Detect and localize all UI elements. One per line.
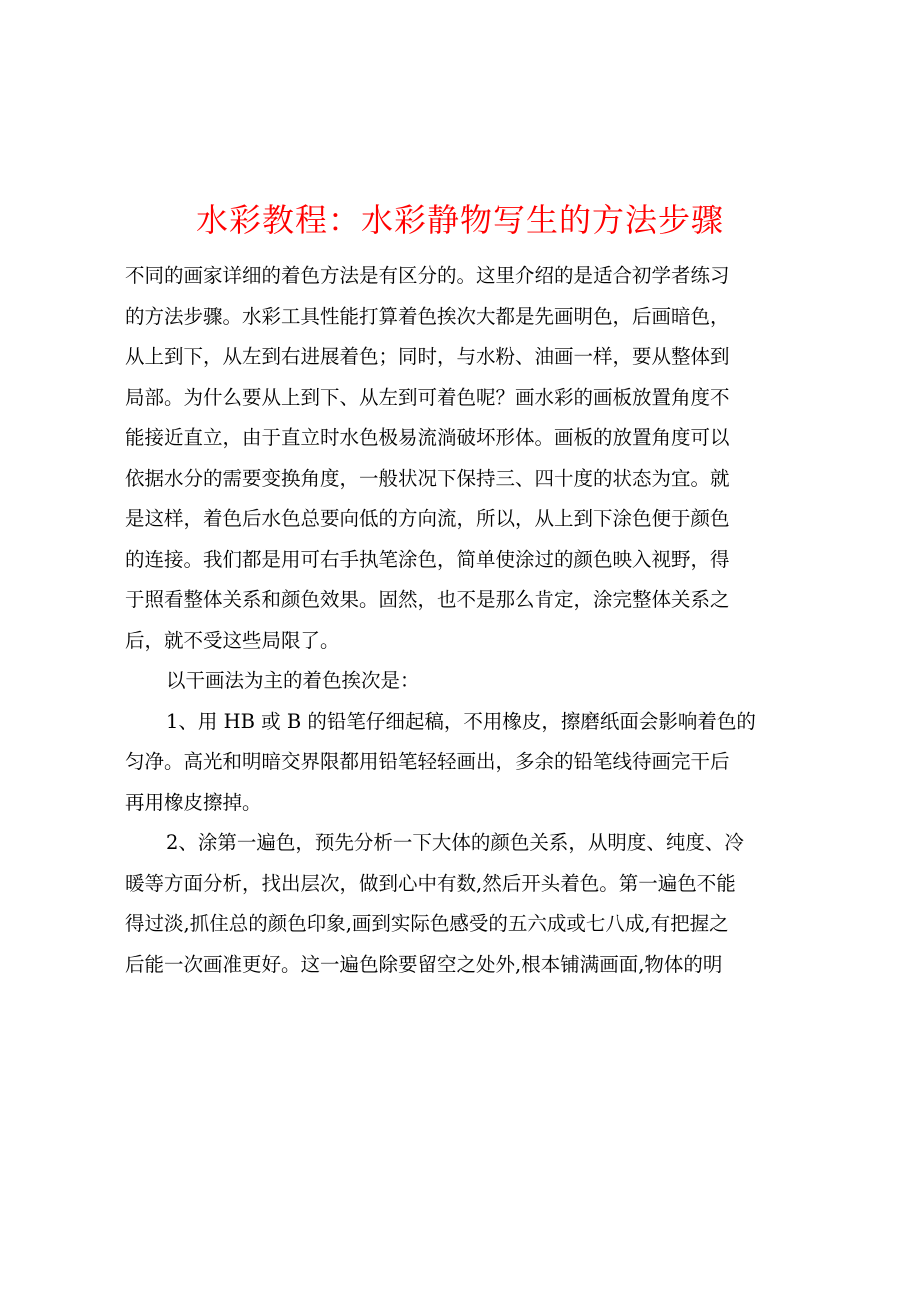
step-1-line: 1、用 HB 或 B 的铅笔仔细起稿，不用橡皮，擦磨纸面会影响着色的 (166, 709, 756, 733)
body-line: 再用橡皮擦掉。 (125, 790, 262, 814)
document-title: 水彩教程：水彩静物写生的方法步骤 (195, 201, 724, 239)
document-body (125, 256, 805, 985)
body-line: 能接近直立，由于直立时水色极易流淌破坏形体。画板的放置角度可以 (125, 426, 730, 449)
body-line: 的连接。我们都是用可右手执笔涂色，简单使涂过的颜色映入视野，得 (125, 547, 730, 571)
body-line: 从上到下，从左到右进展着色；同时，与水粉、油画一样，要从整体到 (125, 345, 730, 368)
body-line: 匀净。高光和明暗交界限都用铅笔轻轻画出，多余的铅笔线待画完干后 (125, 750, 730, 773)
body-line: 的方法步骤。水彩工具性能打算着色挨次大都是先画明色，后画暗色， (125, 304, 730, 328)
body-line: 暖等方面分析，找出层次，做到心中有数,然后开头着色。第一遍色不能 (125, 871, 736, 895)
body-line: 得过淡,抓住总的颜色印象,画到实际色感受的五六成或七八成,有把握之 (125, 912, 729, 935)
body-line: 后能一次画准更好。这一遍色除要留空之处外,根本铺满画面,物体的明 (125, 952, 723, 976)
paragraph-heading: 以干画法为主的着色挨次是： (166, 669, 420, 692)
step-2-line: 2、涂第一遍色，预先分析一下大体的颜色关系，从明度、纯度、冷 (166, 831, 744, 854)
body-line: 于照看整体关系和颜色效果。固然，也不是那么肯定，涂完整体关系之 (125, 588, 730, 611)
body-line: 不同的画家详细的着色方法是有区分的。这里介绍的是适合初学者练习 (125, 264, 730, 287)
body-line: 局部。为什么要从上到下、从左到可着色呢？画水彩的画板放置角度不 (125, 385, 730, 409)
body-line: 依据水分的需要变换角度，一般状况下保持三、四十度的状态为宜。就 (125, 466, 730, 490)
body-line: 后，就不受这些局限了。 (125, 628, 340, 652)
body-line: 是这样，着色后水色总要向低的方向流，所以，从上到下涂色便于颜色 (125, 507, 730, 530)
